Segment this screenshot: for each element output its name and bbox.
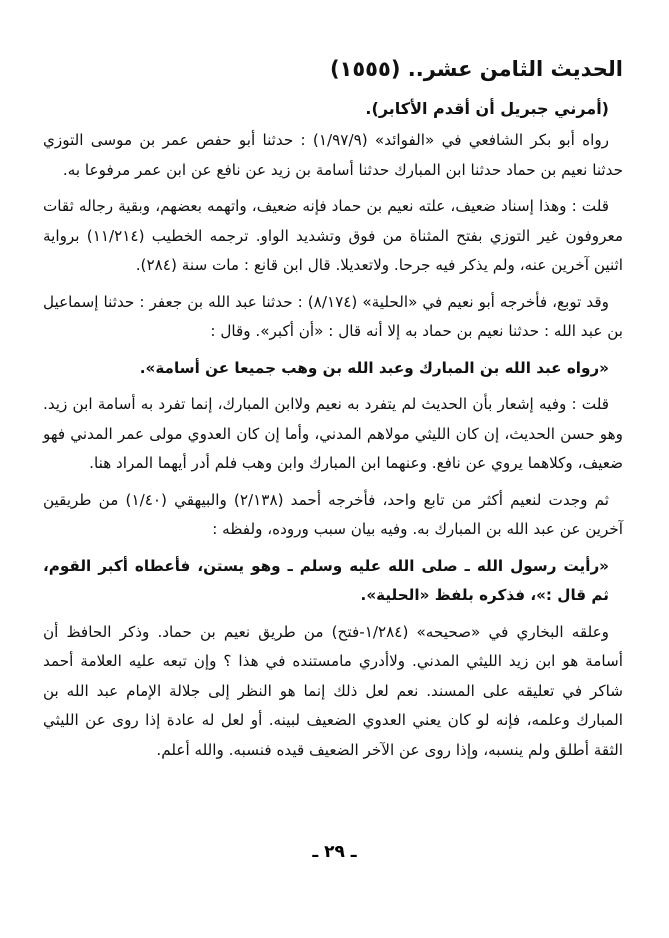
- hadith-text: (أمرني جبريل أن أقدم الأكابر).: [365, 99, 609, 118]
- quote-occasion: «رأيت رسول الله ـ صلى الله عليه وسلم ـ وهو يستن، فأعطاه أكبر القوم، ثم قال :»، فذكره بلفظ «الحلية».: [43, 556, 609, 604]
- quote-abu-nuaym: «رواه عبد الله بن المبارك وعبد الله بن وهب جميعا عن أسامة».: [139, 358, 609, 377]
- paragraph-isnad-critique: قلت : وهذا إسناد ضعيف، علته نعيم بن حماد فإنه ضعيف، واتهمه بعضهم، وبقية رجاله ثقات معروفون غير التوزي بفتح المثناة من فوق وتشديد الواو. ترجمه الخطيب (١١/٢١٤) برواية اثنين آخرين عنه، ولم يذكر فيه جرحا. ولاتعديلا. قال ابن قانع : مات سنة (٢٨٤).: [43, 197, 623, 274]
- paragraph-other-routes: ثم وجدت لنعيم أكثر من تابع واحد، فأخرجه أحمد (٢/١٣٨) والبيهقي (١/٤٠) من طريقين آخرين عن عبد الله بن المبارك به. وفيه بيان سبب وروده، ولفظه :: [43, 490, 623, 538]
- page-number: ـ ٢٩ ـ: [312, 842, 357, 862]
- page-content: [43, 52, 623, 772]
- chapter-title: الحديث الثامن عشر.. (١٥٥٥): [329, 57, 623, 81]
- paragraph-corroboration: وقد توبع، فأخرجه أبو نعيم في «الحلية» (٨/١٧٤) : حدثنا عبد الله بن جعفر : حدثنا إسماعيل بن عبد الله : حدثنا نعيم بن حماد به إلا أنه قال : «أن أكبر». وقال :: [43, 292, 623, 340]
- paragraph-narration: رواه أبو بكر الشافعي في «الفوائد» (١/٩٧/٩) : حدثنا أبو حفص عمر بن موسى التوزي حدثنا نعيم بن حماد حدثنا ابن المبارك حدثنا أسامة بن زيد عن نافع عن ابن عمر مرفوعا به.: [43, 131, 623, 179]
- paragraph-bukhari: وعلقه البخاري في «صحيحه» (١/٢٨٤-فتح) من طريق نعيم بن حماد. وذكر الحافظ أن أسامة هو ابن زيد الليثي المدني. ولاأدري مامستنده في هذا ؟ وإن تبعه عليه العلامة أحمد شاكر في تعليقه على المسند. نعم لعل ذلك إنما هو النظر إلى جلالة الإمام عبد الله بن المبارك وعلمه، فإنه لو كان يعني العدوي الضعيف لبينه. أو لعل له عادة إذا روى عن الليثي الثقة أطلق ولم ينسبه، وإذا روى عن الآخر الضعيف قيده فنسبه. والله أعلم.: [43, 622, 623, 759]
- paragraph-usama-identity: قلت : وفيه إشعار بأن الحديث لم يتفرد به نعيم ولاابن المبارك، إنما تفرد به أسامة ابن زيد. وهو حسن الحديث، إن كان الليثي مولاهم المدني، وأما إن كان العدوي مولى عمر المدني فهو ضعيف، وكلاهما يروي عن نافع. وعنهما ابن المبارك وابن وهب فلم أدر أيهما المراد هنا.: [43, 395, 623, 472]
